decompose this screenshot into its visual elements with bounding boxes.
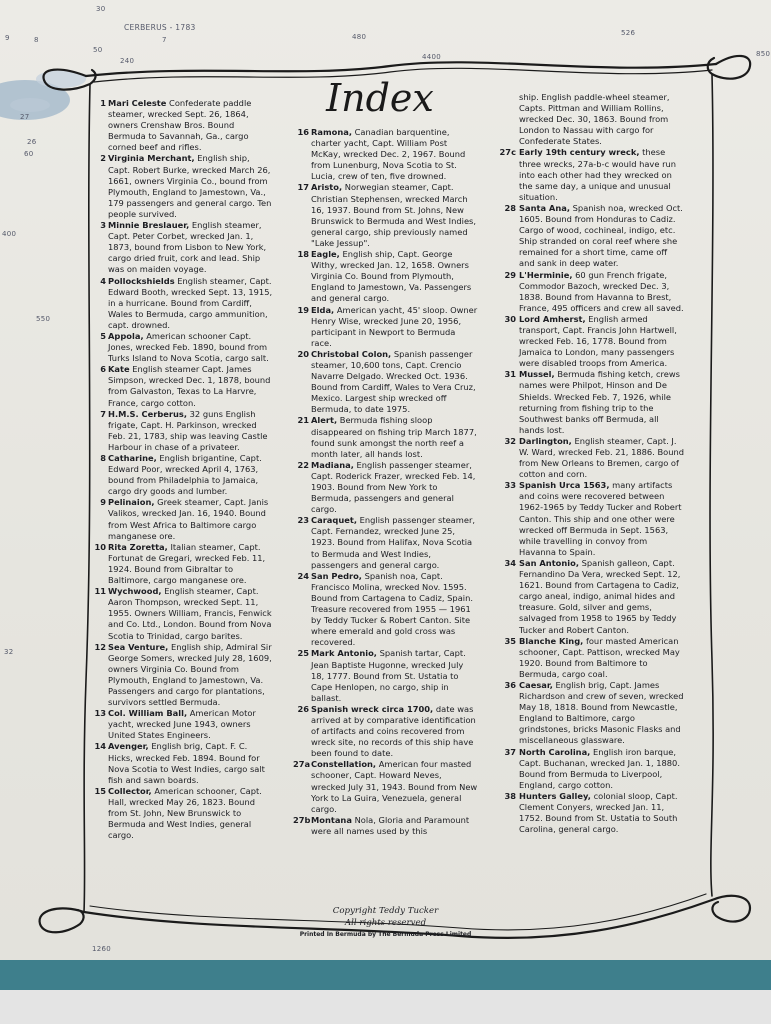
wreck-entry: 24 San Pedro, Spanish noa, Capt. Francisco Molina, wrecked Nov. 1595. Bound from Cartagena to Cadiz, Spain. Treasure recovered from 1955 — 1961 by Teddy Tucker & Robert Canton. Site where emerald and gold cross was recovered. — [297, 570, 473, 648]
wreck-entry: 5 Appola, American schooner Capt. Jones, wrecked Feb. 1890, bound from Turks Island to Nova Scotia, cargo salt. — [100, 330, 269, 364]
wreck-entry: 4 Pollockshields English steamer, Capt. Edward Booth, wrecked Sept. 13, 1915, in a hurricane. Bound from Cardiff, Wales to Bermuda, cargo ammunition, capt. drowned. — [100, 275, 273, 330]
wreck-entry-continued: ship. English paddle-wheel steamer, Capts. Pittman and William Rollins, wrecked Dec. 30, 1863. Bound from London to Nassau with cargo for Confederate States. — [519, 92, 670, 147]
map-label: 7 — [162, 36, 167, 44]
wreck-entry: 35 Blanche King, four masted American schooner, Capt. Pattison, wrecked May 1920. Bound from Baltimore to Bermuda, cargo coal. — [504, 635, 680, 679]
wreck-entry: 27c Early 19th century wreck, these three wrecks, 27a-b-c would have run into each other had they wrecked on the same day, a unique and unusual situation. — [499, 147, 677, 202]
wreck-entry: 18 Eagle, English ship, Capt. George Withy, wrecked Jan. 12, 1658. Owners Virginia Co. Bound from Plymouth, England to Jamestown, Va. Passengers and general cargo. — [297, 249, 472, 304]
wreck-entry: 17 Aristo, Norwegian steamer, Capt. Christian Stephensen, wrecked March 16, 1937. Bound from St. Johns, New Brunswick to Bermuda and West Indies, general cargo, ship previously named "Lake Jessup". — [297, 182, 477, 248]
wreck-entry: 1 Mari Celeste Confederate paddle steamer, wrecked Sept. 26, 1864, owners Crenshaw Bros. Bound Bermuda to Savannah, Ga., cargo corned beef and rifles. — [100, 98, 252, 153]
map-label: 526 — [621, 29, 636, 37]
scroll-right-edge — [710, 74, 713, 896]
wreck-entry: 13 Col. William Ball, American Motor yacht, wrecked June 1943, owners United States Engineers. — [94, 708, 256, 741]
background-surface — [0, 990, 771, 1024]
wreck-entry: 25 Mark Antonio, Spanish tartar, Capt. Jean Baptiste Hugonne, wrecked July 18, 1777. Bound from St. Ustatia to Cape Henlopen, no cargo, ship in ballast. — [297, 648, 466, 703]
wreck-entry: 22 Madiana, English passenger steamer, Capt. Roderick Frazer, wrecked Feb. 14, 1903. Bound from New York to Bermuda, passengers and general cargo. — [297, 459, 476, 515]
picture-frame-edge — [0, 960, 771, 990]
wreck-entry: 26 Spanish wreck circa 1700, date was arrived at by comparative identification of artifacts and coins recovered from wreck site, no records of this ship have been found to date. — [297, 703, 476, 759]
printer-line: Printed In Bermuda by The Bermuda Press Limited — [299, 931, 472, 938]
wreck-entry: 20 Christobal Colon, Spanish passenger steamer, 10,600 tons, Capt. Crencio Navarre Delgado. Wrecked Oct. 1936. Bound from Cardiff, Wales to Vera Cruz, Mexico. Largest ship wrecked off Bermuda, to date 1975. — [297, 348, 476, 415]
index-column-3 — [495, 92, 685, 835]
wreck-entry: 27a Constellation, American four masted schooner, Capt. Howard Neves, wrecked July 31, 1943. Bound from New York to La Guira, Venezuela, general cargo. — [293, 759, 478, 814]
map-label: 240 — [120, 57, 135, 65]
wreck-entry: 8 Catharine, English brigantine, Capt. Edward Poor, wrecked April 4, 1763, bound from Philadelphia to Jamaica, cargo dry goods and lumber. — [100, 453, 262, 497]
wreck-entry: 19 Elda, American yacht, 45' sloop. Owner Henry Wise, wrecked June 20, 1956, participant in Newport to Bermuda race. — [297, 304, 478, 348]
wreck-entry: 15 Collector, American schooner, Capt. Hall, wrecked May 26, 1823. Bound from St. John, New Brunswick to Bermuda and West Indies, general cargo. — [94, 785, 262, 841]
scroll-curl-bottom-right — [712, 896, 750, 922]
map-label: 27 — [20, 113, 30, 121]
map-label: 9 — [5, 34, 10, 42]
wreck-entry: 10 Rita Zoretta, Italian steamer, Capt. Fortunat de Gregari, wrecked Feb. 11, 1924. Bound from Gibraltar to Baltimore, cargo manganese ore. — [94, 541, 266, 586]
wreck-entry: 37 North Carolina, English iron barque, Capt. Buchanan, wrecked Jan. 1, 1880. Bound from Bermuda to Liverpool, England, cargo cotton. — [504, 746, 680, 790]
wreck-entry: 34 San Antonio, Spanish galleon, Capt. Fernandino Da Vera, wrecked Sept. 12, 1621. Bound from Cartagena to Cadiz, cargo aneal, indigo, animal hides and treasure. Gold, silver and gems, salvaged from 1958 to 1965 by Teddy Tucker and Robert Canton. — [504, 557, 681, 635]
wreck-entry: 2 Virginia Merchant, English ship, Capt. Robert Burke, wrecked March 26, 1661, owners Virginia Co., bound from Plymouth, England to Jamestown, Va., 179 passengers and general cargo. Ten people survived. — [100, 153, 272, 219]
wreck-entry: 11 Wychwood, English steamer, Capt. Aaron Thompson, wrecked Sept. 11, 1955. Owners William, Francis, Fenwick and Co. Ltd., London. Bound from Nova Scotia to Trinidad, cargo barites. — [94, 586, 272, 641]
map-label: 480 — [352, 33, 367, 41]
wreck-entry: 7 H.M.S. Cerberus, 32 guns English frigate, Capt. H. Parkinson, wrecked Feb. 21, 1783, ship was leaving Castle Harbour in chase of a privateer. — [100, 408, 268, 452]
rights-line: All rights reserved — [344, 918, 427, 928]
map-label: 8 — [34, 36, 39, 44]
wreck-entry: 3 Minnie Breslauer, English steamer, Capt. Peter Corbet, wrecked Jan. 1, 1873, bound from Lisbon to New York, cargo dried fruit, cork and lead. Ship was on maiden voyage. — [100, 220, 267, 275]
map-label: 850 — [756, 50, 771, 58]
wreck-entry: 31 Mussel, Bermuda fishing ketch, crews names were Philpot, Hinson and De Shields. Wrecked Feb. 7, 1926, while returning from fishing trip to the Southwest banks off Bermuda, all hands lost. — [504, 369, 680, 435]
map-label: 32 — [4, 648, 14, 656]
map-label: 4400 — [422, 53, 442, 61]
map-label-cerberus: CERBERUS - 1783 — [124, 23, 196, 32]
map-label: 1260 — [92, 945, 112, 953]
wreck-entry: 38 Hunters Galley, colonial sloop, Capt. Clement Conyers, wrecked Jan. 11, 1752. Bound from St. Ustatia to South Carolina, general cargo. — [504, 790, 678, 835]
wreck-entry: 32 Darlington, English steamer, Capt. J. W. Ward, wrecked Feb. 21, 1886. Bound from New Orleans to Bremen, cargo of cotton and corn. — [504, 435, 685, 480]
wreck-entry: 14 Avenger, English brig, Capt. F. C. Hicks, wrecked Feb. 1894. Bound for Nova Scotia to West Indies, cargo salt fish and sawn boards. — [94, 741, 265, 785]
wreck-entry: 28 Santa Ana, Spanish noa, wrecked Oct. 1605. Bound from Honduras to Cadiz. Cargo of wood, cochineal, indigo, etc. Ship stranded on coral reef where she remained for a short time, came off and sank in deep water. — [504, 202, 683, 269]
index-title: Index — [326, 76, 434, 120]
wreck-entry: 12 Sea Venture, English ship, Admiral Sir George Somers, wrecked July 28, 1609, owners Virginia Co. Bound from Plymouth, England to Jamestown, Va. Passengers and cargo for plantations, survivors settled Bermuda. — [94, 641, 272, 708]
wreck-entry: 6 Kate English steamer Capt. James Simpson, wrecked Dec. 1, 1878, bound from Galvaston, Texas to La Harvre, France, cargo cotton. — [100, 364, 271, 408]
wreck-entry: 9 Pelinaion, Greek steamer, Capt. Janis Valikos, wrecked Jan. 16, 1940. Bound from West Africa to Baltimore cargo manganese ore. — [100, 497, 269, 541]
wreck-entry: 16 Ramona, Canadian barquentine, charter yacht, Capt. William Post McKay, wrecked Dec. 2, 1967. Bound from Lunenburg, Nova Scotia to St. Lucia, crew of ten, five drowned. — [297, 127, 466, 182]
wreck-entry: 23 Caraquet, English passenger steamer, Capt. Fernandez, wrecked June 25, 1923. Bound from Halifax, Nova Scotia to Bermuda and West Indies, passengers and general cargo. — [297, 515, 475, 570]
wreck-entry: 33 Spanish Urca 1563, many artifacts and coins were recovered between 1962-1965 by Teddy Tucker and Robert Canton. This ship and one other were wrecked off Bermuda in Sept. 1563, while travelling in convoy from Havanna to Spain. — [504, 480, 682, 557]
index-column-1 — [90, 98, 273, 841]
map-label: 50 — [93, 46, 103, 54]
wreck-entry: 21 Alert, Bermuda fishing sloop disappeared on fishing trip March 1877, found sunk amongst the north reef a month later, all hands lost. — [297, 415, 477, 459]
index-column-2 — [293, 127, 478, 837]
wreck-entry: 36 Caesar, English brig, Capt. James Richardson and crew of seven, wrecked May 18, 1818. Bound from Newcastle, England to Baltimore, cargo grindstones, bricks Masonic Flasks and miscellaneous glassware. — [504, 679, 684, 746]
map-label: 60 — [24, 150, 34, 158]
credits — [293, 905, 478, 938]
scroll-curl-top-right — [708, 56, 750, 79]
wreck-entry: 29 L'Herminie, 60 gun French frigate, Commodor Bazoch, wrecked Dec. 3, 1838. Bound from Havanna to Brest, France, 495 officers and crew all saved. — [504, 269, 684, 313]
wreck-entry: 27b Montana Nola, Gloria and Paramount were all names used by this — [293, 814, 470, 836]
map-label: 550 — [36, 315, 51, 323]
map-label: 400 — [2, 230, 17, 238]
scroll-curl-top-left — [43, 70, 95, 90]
map-label: 30 — [96, 5, 106, 13]
copyright-line: Copyright Teddy Tucker — [332, 906, 439, 916]
wreck-entry: 30 Lord Amherst, English armed transport, Capt. Francis John Hartwell, wrecked Feb. 16, 1778. Bound from Jamaica to London, many passengers were disabled troops from America. — [504, 313, 677, 369]
map-label: 26 — [27, 138, 37, 146]
scroll-curl-bottom-left — [40, 908, 84, 932]
